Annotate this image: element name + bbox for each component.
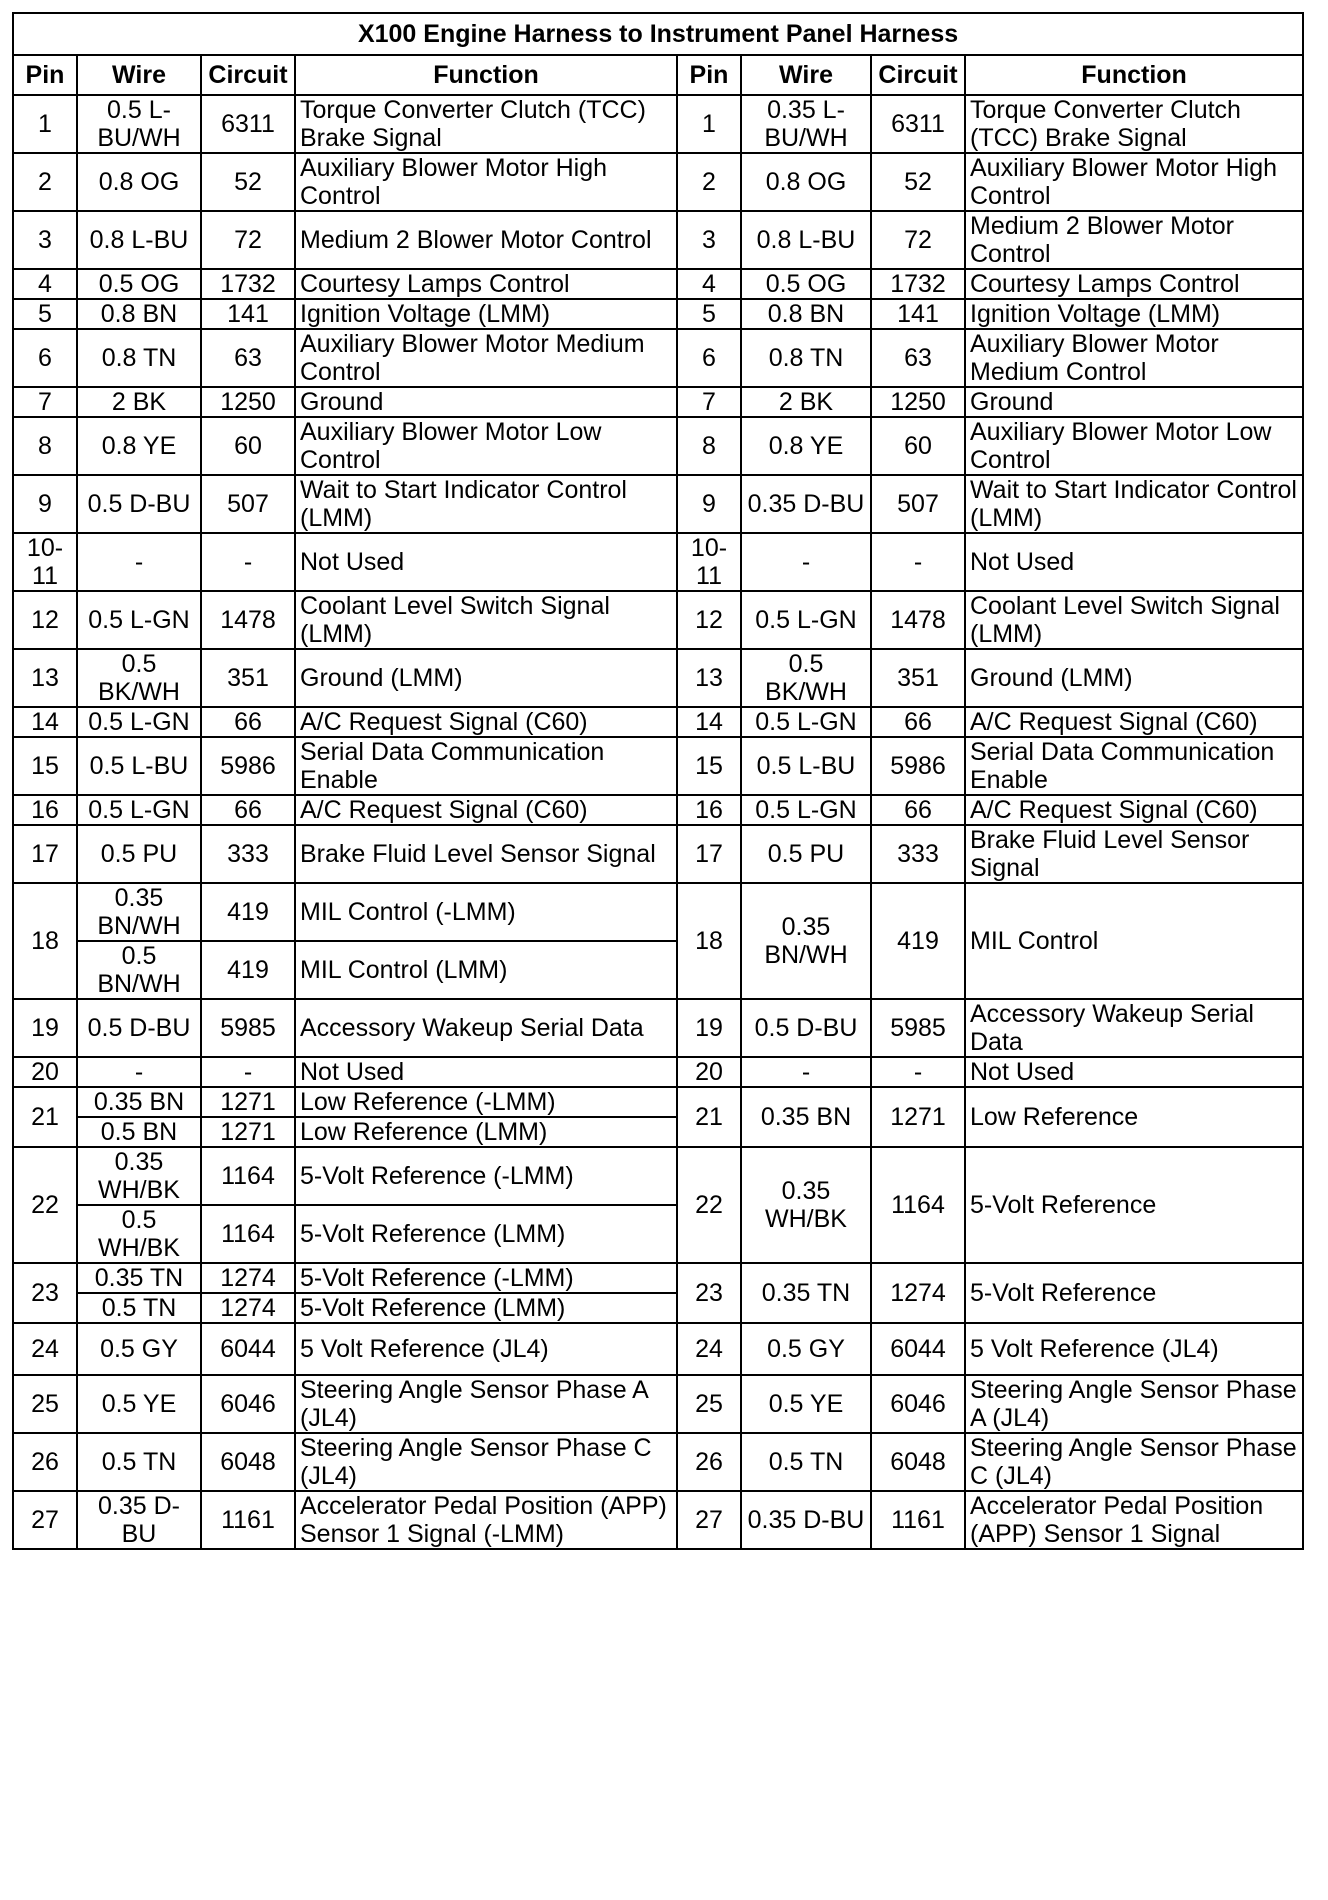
circuit-right-cell: 6311 bbox=[871, 95, 965, 153]
function-right-cell: Not Used bbox=[965, 1057, 1303, 1087]
function-left-cell: 5-Volt Reference (LMM) bbox=[295, 1293, 677, 1323]
wire-right-cell: 0.5 BK/WH bbox=[741, 649, 871, 707]
pin-right-cell: 26 bbox=[677, 1433, 741, 1491]
table-row bbox=[13, 417, 1303, 475]
circuit-right-cell: 1161 bbox=[871, 1491, 965, 1549]
pin-left-cell: 19 bbox=[13, 999, 77, 1057]
wire-right-cell: 0.8 L-BU bbox=[741, 211, 871, 269]
wire-left-cell: 0.5 TN bbox=[77, 1433, 201, 1491]
function-left-cell: Auxiliary Blower Motor High Control bbox=[295, 153, 677, 211]
pin-left-cell: 13 bbox=[13, 649, 77, 707]
function-left-cell: Steering Angle Sensor Phase C (JL4) bbox=[295, 1433, 677, 1491]
wire-left-cell: 0.8 BN bbox=[77, 299, 201, 329]
wire-right-cell: 2 BK bbox=[741, 387, 871, 417]
function-left-cell: Auxiliary Blower Motor Medium Control bbox=[295, 329, 677, 387]
title-row bbox=[13, 13, 1303, 55]
wire-left-cell: 0.5 L-BU/WH bbox=[77, 95, 201, 153]
circuit-right-cell: 1274 bbox=[871, 1263, 965, 1323]
table-row bbox=[13, 533, 1303, 591]
wire-left-cell: 0.5 L-BU bbox=[77, 737, 201, 795]
function-left-cell: Steering Angle Sensor Phase A (JL4) bbox=[295, 1375, 677, 1433]
pin-right-cell: 23 bbox=[677, 1263, 741, 1323]
circuit-right-cell: - bbox=[871, 533, 965, 591]
circuit-left-cell: 66 bbox=[201, 795, 295, 825]
table-row bbox=[13, 999, 1303, 1057]
circuit-left-cell: 1732 bbox=[201, 269, 295, 299]
wire-left-cell: - bbox=[77, 533, 201, 591]
circuit-left-cell: 1271 bbox=[201, 1117, 295, 1147]
wire-right-cell: 0.35 TN bbox=[741, 1263, 871, 1323]
table-row bbox=[13, 649, 1303, 707]
header-row bbox=[13, 55, 1303, 95]
circuit-right-cell: 1478 bbox=[871, 591, 965, 649]
wire-left-cell: 0.5 BN/WH bbox=[77, 941, 201, 999]
pin-left-cell: 22 bbox=[13, 1147, 77, 1263]
circuit-right-cell: 6044 bbox=[871, 1323, 965, 1375]
circuit-right-cell: 6048 bbox=[871, 1433, 965, 1491]
wire-left-cell: 0.5 D-BU bbox=[77, 999, 201, 1057]
function-left-cell: Torque Converter Clutch (TCC) Brake Signal bbox=[295, 95, 677, 153]
table-row bbox=[13, 1323, 1303, 1375]
function-left-cell: Not Used bbox=[295, 1057, 677, 1087]
function-left-cell: Accessory Wakeup Serial Data bbox=[295, 999, 677, 1057]
wire-right-cell: - bbox=[741, 533, 871, 591]
pin-right-cell: 7 bbox=[677, 387, 741, 417]
header-pin-left: Pin bbox=[13, 55, 77, 95]
function-right-cell: Torque Converter Clutch (TCC) Brake Signal bbox=[965, 95, 1303, 153]
wire-right-cell: 0.5 L-GN bbox=[741, 707, 871, 737]
wire-right-cell: 0.35 BN/WH bbox=[741, 883, 871, 999]
table-row bbox=[13, 737, 1303, 795]
circuit-right-cell: 1732 bbox=[871, 269, 965, 299]
header-wire-right: Wire bbox=[741, 55, 871, 95]
function-right-cell: Not Used bbox=[965, 533, 1303, 591]
pin-right-cell: 20 bbox=[677, 1057, 741, 1087]
circuit-left-cell: 333 bbox=[201, 825, 295, 883]
function-left-cell: MIL Control (-LMM) bbox=[295, 883, 677, 941]
circuit-left-cell: 351 bbox=[201, 649, 295, 707]
circuit-left-cell: 52 bbox=[201, 153, 295, 211]
function-left-cell: Accelerator Pedal Position (APP) Sensor 1 Signal (-LMM) bbox=[295, 1491, 677, 1549]
table-title: X100 Engine Harness to Instrument Panel Harness bbox=[13, 13, 1303, 55]
function-right-cell: Accelerator Pedal Position (APP) Sensor 1 Signal bbox=[965, 1491, 1303, 1549]
wire-right-cell: - bbox=[741, 1057, 871, 1087]
circuit-right-cell: 1164 bbox=[871, 1147, 965, 1263]
wire-left-cell: 0.5 BK/WH bbox=[77, 649, 201, 707]
pin-right-cell: 5 bbox=[677, 299, 741, 329]
circuit-right-cell: 52 bbox=[871, 153, 965, 211]
table-row bbox=[13, 591, 1303, 649]
table-row bbox=[13, 1375, 1303, 1433]
function-right-cell: Accessory Wakeup Serial Data bbox=[965, 999, 1303, 1057]
pin-right-cell: 19 bbox=[677, 999, 741, 1057]
function-left-cell: Brake Fluid Level Sensor Signal bbox=[295, 825, 677, 883]
table-row bbox=[13, 329, 1303, 387]
wire-left-cell: 0.8 YE bbox=[77, 417, 201, 475]
table-row bbox=[13, 211, 1303, 269]
wire-left-cell: 0.8 OG bbox=[77, 153, 201, 211]
pin-left-cell: 21 bbox=[13, 1087, 77, 1147]
wire-right-cell: 0.5 YE bbox=[741, 1375, 871, 1433]
header-function-left: Function bbox=[295, 55, 677, 95]
function-right-cell: Medium 2 Blower Motor Control bbox=[965, 211, 1303, 269]
wire-left-cell: 0.5 BN bbox=[77, 1117, 201, 1147]
table-row bbox=[13, 387, 1303, 417]
function-left-cell: Ground bbox=[295, 387, 677, 417]
pin-right-cell: 9 bbox=[677, 475, 741, 533]
circuit-right-cell: 419 bbox=[871, 883, 965, 999]
function-left-cell: Coolant Level Switch Signal (LMM) bbox=[295, 591, 677, 649]
pin-left-cell: 3 bbox=[13, 211, 77, 269]
circuit-right-cell: 6046 bbox=[871, 1375, 965, 1433]
wire-left-cell: 0.35 D-BU bbox=[77, 1491, 201, 1549]
circuit-right-cell: 66 bbox=[871, 707, 965, 737]
pin-left-cell: 27 bbox=[13, 1491, 77, 1549]
wire-left-cell: 0.8 TN bbox=[77, 329, 201, 387]
pin-left-cell: 9 bbox=[13, 475, 77, 533]
pin-left-cell: 6 bbox=[13, 329, 77, 387]
circuit-left-cell: 6046 bbox=[201, 1375, 295, 1433]
wire-right-cell: 0.5 D-BU bbox=[741, 999, 871, 1057]
pin-left-cell: 23 bbox=[13, 1263, 77, 1323]
function-left-cell: A/C Request Signal (C60) bbox=[295, 795, 677, 825]
header-circuit-left: Circuit bbox=[201, 55, 295, 95]
function-right-cell: Courtesy Lamps Control bbox=[965, 269, 1303, 299]
function-left-cell: 5-Volt Reference (-LMM) bbox=[295, 1263, 677, 1293]
circuit-left-cell: 60 bbox=[201, 417, 295, 475]
wire-left-cell: 0.5 GY bbox=[77, 1323, 201, 1375]
function-left-cell: Courtesy Lamps Control bbox=[295, 269, 677, 299]
wire-right-cell: 0.8 TN bbox=[741, 329, 871, 387]
pin-right-cell: 8 bbox=[677, 417, 741, 475]
function-left-cell: MIL Control (LMM) bbox=[295, 941, 677, 999]
circuit-right-cell: 1271 bbox=[871, 1087, 965, 1147]
circuit-left-cell: 6311 bbox=[201, 95, 295, 153]
pin-left-cell: 1 bbox=[13, 95, 77, 153]
circuit-left-cell: 66 bbox=[201, 707, 295, 737]
header-pin-right: Pin bbox=[677, 55, 741, 95]
wire-left-cell: 0.5 YE bbox=[77, 1375, 201, 1433]
function-left-cell: Auxiliary Blower Motor Low Control bbox=[295, 417, 677, 475]
circuit-right-cell: 5986 bbox=[871, 737, 965, 795]
wire-right-cell: 0.5 GY bbox=[741, 1323, 871, 1375]
circuit-left-cell: 1274 bbox=[201, 1293, 295, 1323]
wire-left-cell: 0.35 BN/WH bbox=[77, 883, 201, 941]
circuit-left-cell: 1274 bbox=[201, 1263, 295, 1293]
pin-left-cell: 18 bbox=[13, 883, 77, 999]
function-left-cell: Low Reference (-LMM) bbox=[295, 1087, 677, 1117]
wire-left-cell: 0.5 TN bbox=[77, 1293, 201, 1323]
table-row bbox=[13, 1263, 1303, 1293]
circuit-left-cell: 6044 bbox=[201, 1323, 295, 1375]
wire-left-cell: 0.5 D-BU bbox=[77, 475, 201, 533]
pin-left-cell: 12 bbox=[13, 591, 77, 649]
function-right-cell: Auxiliary Blower Motor Medium Control bbox=[965, 329, 1303, 387]
function-right-cell: Coolant Level Switch Signal (LMM) bbox=[965, 591, 1303, 649]
header-wire-left: Wire bbox=[77, 55, 201, 95]
pin-left-cell: 26 bbox=[13, 1433, 77, 1491]
function-left-cell: A/C Request Signal (C60) bbox=[295, 707, 677, 737]
function-right-cell: Low Reference bbox=[965, 1087, 1303, 1147]
pin-right-cell: 4 bbox=[677, 269, 741, 299]
circuit-left-cell: 1161 bbox=[201, 1491, 295, 1549]
table-body bbox=[13, 95, 1303, 1549]
circuit-right-cell: - bbox=[871, 1057, 965, 1087]
header-function-right: Function bbox=[965, 55, 1303, 95]
function-left-cell: Serial Data Communication Enable bbox=[295, 737, 677, 795]
circuit-right-cell: 60 bbox=[871, 417, 965, 475]
table-row bbox=[13, 269, 1303, 299]
circuit-right-cell: 351 bbox=[871, 649, 965, 707]
pinout-table bbox=[12, 12, 1304, 1550]
pin-right-cell: 27 bbox=[677, 1491, 741, 1549]
function-right-cell: Auxiliary Blower Motor High Control bbox=[965, 153, 1303, 211]
wire-right-cell: 0.5 L-GN bbox=[741, 591, 871, 649]
function-right-cell: 5-Volt Reference bbox=[965, 1263, 1303, 1323]
circuit-right-cell: 507 bbox=[871, 475, 965, 533]
circuit-left-cell: 507 bbox=[201, 475, 295, 533]
circuit-left-cell: 5985 bbox=[201, 999, 295, 1057]
circuit-left-cell: 1271 bbox=[201, 1087, 295, 1117]
pin-left-cell: 20 bbox=[13, 1057, 77, 1087]
circuit-left-cell: 6048 bbox=[201, 1433, 295, 1491]
table-row bbox=[13, 1433, 1303, 1491]
wire-right-cell: 0.35 WH/BK bbox=[741, 1147, 871, 1263]
circuit-left-cell: 1478 bbox=[201, 591, 295, 649]
wire-right-cell: 0.35 L-BU/WH bbox=[741, 95, 871, 153]
function-left-cell: Ignition Voltage (LMM) bbox=[295, 299, 677, 329]
function-right-cell: Wait to Start Indicator Control (LMM) bbox=[965, 475, 1303, 533]
pin-left-cell: 7 bbox=[13, 387, 77, 417]
table-row bbox=[13, 825, 1303, 883]
pin-right-cell: 16 bbox=[677, 795, 741, 825]
table-row bbox=[13, 795, 1303, 825]
wire-right-cell: 0.35 D-BU bbox=[741, 1491, 871, 1549]
wire-left-cell: 0.5 L-GN bbox=[77, 795, 201, 825]
function-left-cell: Wait to Start Indicator Control (LMM) bbox=[295, 475, 677, 533]
table-row bbox=[13, 883, 1303, 941]
function-right-cell: Ground (LMM) bbox=[965, 649, 1303, 707]
pin-right-cell: 12 bbox=[677, 591, 741, 649]
circuit-left-cell: 63 bbox=[201, 329, 295, 387]
table-row bbox=[13, 299, 1303, 329]
pin-left-cell: 24 bbox=[13, 1323, 77, 1375]
circuit-right-cell: 66 bbox=[871, 795, 965, 825]
pin-right-cell: 18 bbox=[677, 883, 741, 999]
circuit-right-cell: 63 bbox=[871, 329, 965, 387]
circuit-left-cell: 1250 bbox=[201, 387, 295, 417]
wire-right-cell: 0.8 OG bbox=[741, 153, 871, 211]
pin-right-cell: 17 bbox=[677, 825, 741, 883]
pin-left-cell: 25 bbox=[13, 1375, 77, 1433]
circuit-right-cell: 141 bbox=[871, 299, 965, 329]
wire-right-cell: 0.5 PU bbox=[741, 825, 871, 883]
wire-right-cell: 0.5 L-BU bbox=[741, 737, 871, 795]
pin-left-cell: 5 bbox=[13, 299, 77, 329]
circuit-left-cell: 1164 bbox=[201, 1205, 295, 1263]
function-left-cell: Low Reference (LMM) bbox=[295, 1117, 677, 1147]
wire-right-cell: 0.35 BN bbox=[741, 1087, 871, 1147]
table-row bbox=[13, 1491, 1303, 1549]
circuit-left-cell: 419 bbox=[201, 883, 295, 941]
wire-left-cell: 0.35 BN bbox=[77, 1087, 201, 1117]
circuit-left-cell: 72 bbox=[201, 211, 295, 269]
table-row bbox=[13, 707, 1303, 737]
pin-right-cell: 1 bbox=[677, 95, 741, 153]
function-left-cell: 5 Volt Reference (JL4) bbox=[295, 1323, 677, 1375]
wire-left-cell: 0.5 L-GN bbox=[77, 707, 201, 737]
function-right-cell: Auxiliary Blower Motor Low Control bbox=[965, 417, 1303, 475]
wire-right-cell: 0.5 TN bbox=[741, 1433, 871, 1491]
table-row bbox=[13, 475, 1303, 533]
function-left-cell: 5-Volt Reference (LMM) bbox=[295, 1205, 677, 1263]
pin-right-cell: 24 bbox=[677, 1323, 741, 1375]
function-right-cell: MIL Control bbox=[965, 883, 1303, 999]
function-right-cell: Brake Fluid Level Sensor Signal bbox=[965, 825, 1303, 883]
wire-left-cell: 0.8 L-BU bbox=[77, 211, 201, 269]
circuit-right-cell: 5985 bbox=[871, 999, 965, 1057]
pin-right-cell: 3 bbox=[677, 211, 741, 269]
wire-left-cell: 0.5 PU bbox=[77, 825, 201, 883]
circuit-left-cell: 5986 bbox=[201, 737, 295, 795]
wire-left-cell: - bbox=[77, 1057, 201, 1087]
circuit-right-cell: 1250 bbox=[871, 387, 965, 417]
wire-left-cell: 0.5 WH/BK bbox=[77, 1205, 201, 1263]
table-row bbox=[13, 1057, 1303, 1087]
wire-right-cell: 0.8 BN bbox=[741, 299, 871, 329]
wire-right-cell: 0.5 L-GN bbox=[741, 795, 871, 825]
wire-left-cell: 2 BK bbox=[77, 387, 201, 417]
table-row bbox=[13, 1147, 1303, 1205]
function-left-cell: Not Used bbox=[295, 533, 677, 591]
wire-left-cell: 0.35 WH/BK bbox=[77, 1147, 201, 1205]
pin-left-cell: 4 bbox=[13, 269, 77, 299]
function-right-cell: Serial Data Communication Enable bbox=[965, 737, 1303, 795]
pin-right-cell: 10-11 bbox=[677, 533, 741, 591]
wire-left-cell: 0.5 L-GN bbox=[77, 591, 201, 649]
wire-right-cell: 0.35 D-BU bbox=[741, 475, 871, 533]
function-left-cell: Medium 2 Blower Motor Control bbox=[295, 211, 677, 269]
circuit-left-cell: 1164 bbox=[201, 1147, 295, 1205]
pin-right-cell: 15 bbox=[677, 737, 741, 795]
pin-right-cell: 22 bbox=[677, 1147, 741, 1263]
pin-left-cell: 2 bbox=[13, 153, 77, 211]
table-row bbox=[13, 153, 1303, 211]
wire-left-cell: 0.5 OG bbox=[77, 269, 201, 299]
wire-left-cell: 0.35 TN bbox=[77, 1263, 201, 1293]
wire-right-cell: 0.5 OG bbox=[741, 269, 871, 299]
function-right-cell: Steering Angle Sensor Phase C (JL4) bbox=[965, 1433, 1303, 1491]
function-right-cell: 5 Volt Reference (JL4) bbox=[965, 1323, 1303, 1375]
pin-right-cell: 21 bbox=[677, 1087, 741, 1147]
function-left-cell: 5-Volt Reference (-LMM) bbox=[295, 1147, 677, 1205]
circuit-left-cell: 141 bbox=[201, 299, 295, 329]
header-circuit-right: Circuit bbox=[871, 55, 965, 95]
function-right-cell: Steering Angle Sensor Phase A (JL4) bbox=[965, 1375, 1303, 1433]
function-right-cell: Ignition Voltage (LMM) bbox=[965, 299, 1303, 329]
pin-left-cell: 10-11 bbox=[13, 533, 77, 591]
circuit-right-cell: 333 bbox=[871, 825, 965, 883]
function-left-cell: Ground (LMM) bbox=[295, 649, 677, 707]
pin-left-cell: 15 bbox=[13, 737, 77, 795]
connector-table-sheet bbox=[12, 12, 1302, 1550]
circuit-right-cell: 72 bbox=[871, 211, 965, 269]
pin-right-cell: 2 bbox=[677, 153, 741, 211]
function-right-cell: A/C Request Signal (C60) bbox=[965, 707, 1303, 737]
function-right-cell: A/C Request Signal (C60) bbox=[965, 795, 1303, 825]
pin-right-cell: 14 bbox=[677, 707, 741, 737]
function-right-cell: 5-Volt Reference bbox=[965, 1147, 1303, 1263]
pin-left-cell: 17 bbox=[13, 825, 77, 883]
wire-right-cell: 0.8 YE bbox=[741, 417, 871, 475]
circuit-left-cell: - bbox=[201, 533, 295, 591]
pin-left-cell: 8 bbox=[13, 417, 77, 475]
pin-left-cell: 16 bbox=[13, 795, 77, 825]
pin-right-cell: 25 bbox=[677, 1375, 741, 1433]
function-right-cell: Ground bbox=[965, 387, 1303, 417]
circuit-left-cell: - bbox=[201, 1057, 295, 1087]
pin-right-cell: 13 bbox=[677, 649, 741, 707]
pin-right-cell: 6 bbox=[677, 329, 741, 387]
circuit-left-cell: 419 bbox=[201, 941, 295, 999]
table-row bbox=[13, 95, 1303, 153]
table-row bbox=[13, 1087, 1303, 1117]
pin-left-cell: 14 bbox=[13, 707, 77, 737]
